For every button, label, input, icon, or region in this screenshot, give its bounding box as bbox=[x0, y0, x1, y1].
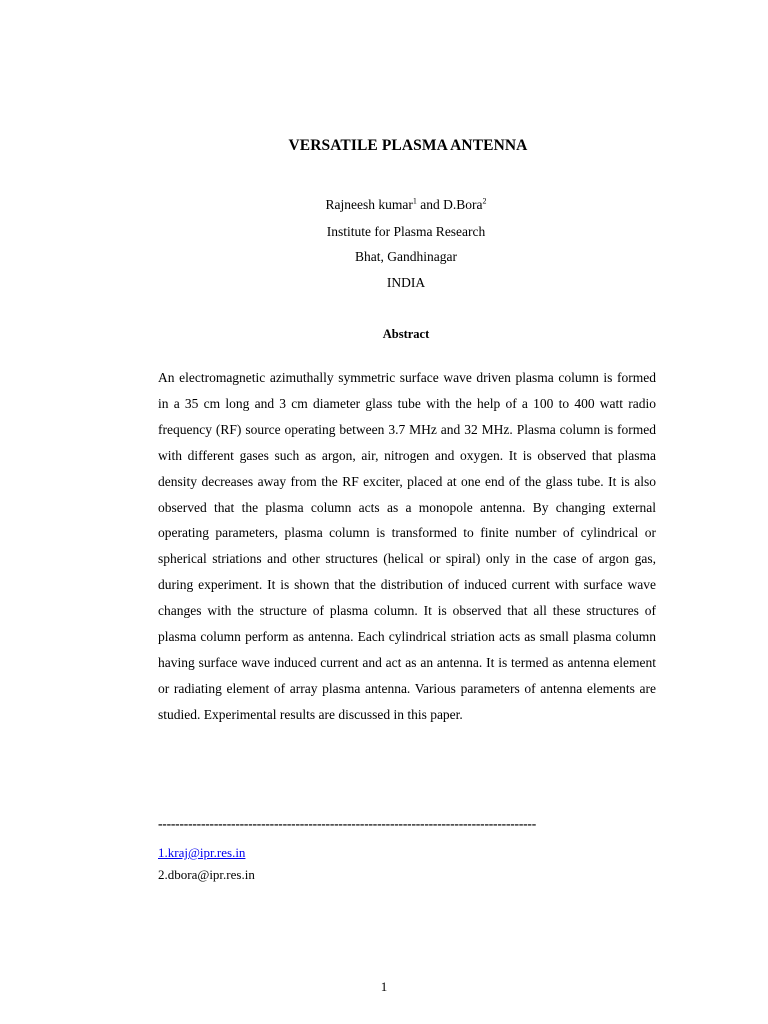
page-number: 1 bbox=[380, 979, 388, 994]
author-superscript-2: 2 bbox=[482, 196, 487, 206]
abstract-body: An electromagnetic azimuthally symmetric surface wave driven plasma column is formed in a 35 cm long and 3 cm diameter glass tube with the help of a 100 to 400 watt radio frequency (RF) source operating between 3.7 MHz and 32 MHz. Plasma column is formed with different gases such as argon, air, nitrogen and oxygen. It is observed that plasma density decreases away from the RF exciter, placed at one end of the glass tube. It is also observed that the plasma column acts as a monopole antenna. By changing external operating parameters, plasma column is transformed to finite number of cylindrical or spherical striations and other structures (helical or spiral) only in the case of argon gas, during experiment. It is shown that the distribution of induced current with surface wave changes with the structure of plasma column. It is observed that all these structures of plasma column perform as antenna. Each cylindrical striation acts as small plasma column having surface wave induced current and act as an antenna. It is termed as antenna element or radiating element of array plasma antenna. Various parameters of antenna elements are studied. Experimental results are discussed in this paper. bbox=[158, 370, 656, 722]
abstract-heading: Abstract bbox=[382, 327, 430, 341]
author-superscript-1: 1 bbox=[412, 196, 417, 206]
author-name-2: D.Bora bbox=[443, 197, 483, 212]
author-conjunction: and bbox=[416, 197, 444, 212]
footnote-divider: ---------------------------------------------------------------------------------------- bbox=[158, 816, 537, 831]
paper-title: VERSATILE PLASMA ANTENNA bbox=[288, 137, 528, 154]
email-link-1[interactable]: 1.kraj@ipr.res.in bbox=[158, 845, 246, 860]
affiliation-country: INDIA bbox=[386, 275, 426, 290]
email-text-2: 2.dbora@ipr.res.in bbox=[158, 867, 255, 882]
author-name-1: Rajneesh kumar bbox=[325, 197, 413, 212]
author-line bbox=[0, 197, 768, 213]
affiliation-institute: Institute for Plasma Research bbox=[326, 224, 486, 239]
affiliation-place: Bhat, Gandhinagar bbox=[355, 249, 457, 264]
